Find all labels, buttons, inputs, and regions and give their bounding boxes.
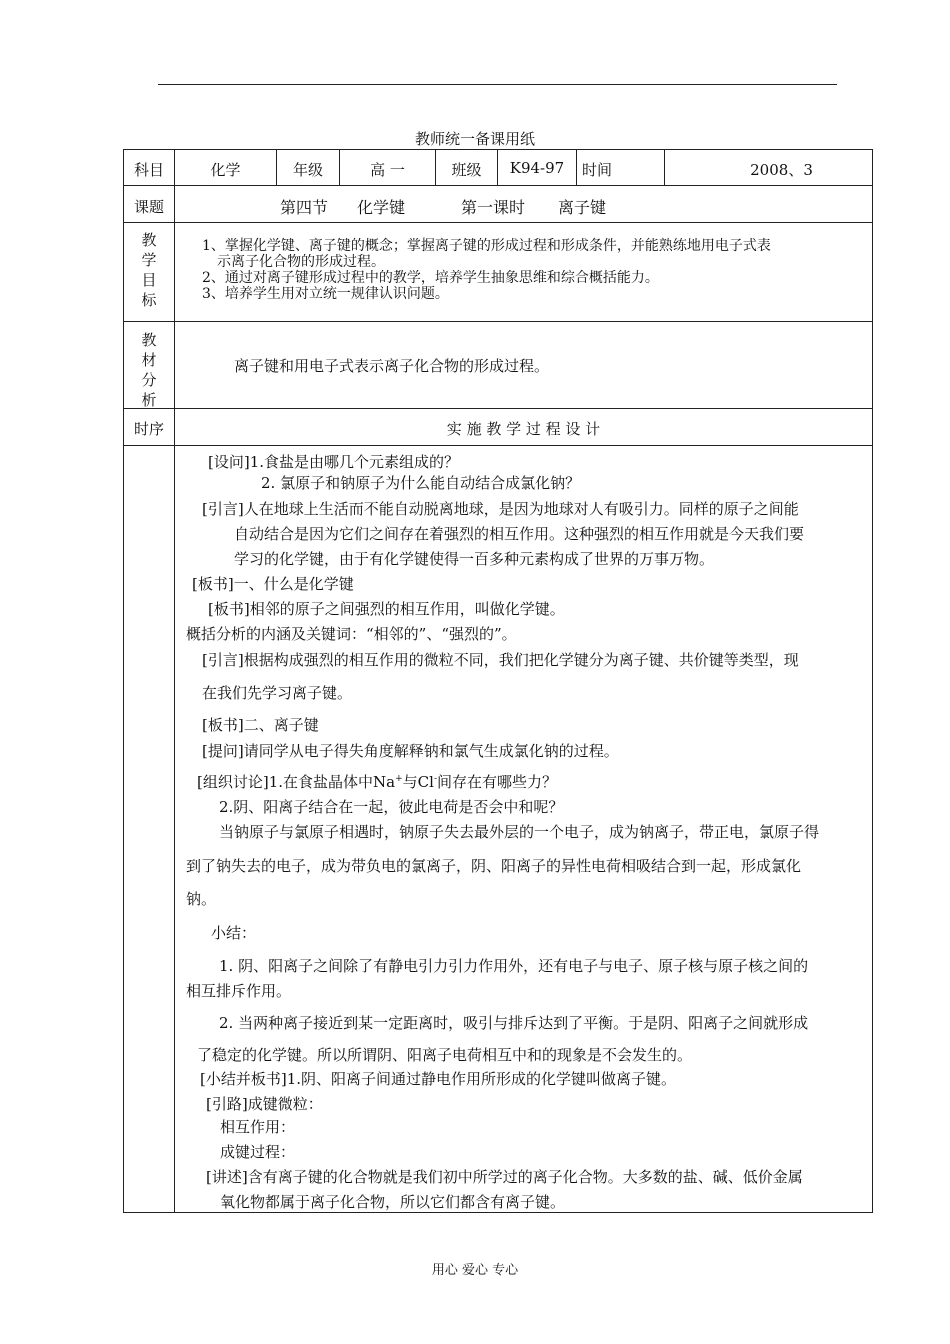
topic-lesson: 第一课时 (461, 198, 526, 217)
discussion-line: [组织讨论]1.在食盐晶体中Na+与Cl-间存在有哪些力？ (197, 773, 558, 791)
process-line: 2. 氯原子和钠原子为什么能自动结合成氯化钠？ (261, 474, 581, 492)
process-line: 概括分析的内涵及关键词：“相邻的”、“强烈的”。 (186, 625, 517, 643)
process-line: [板书]二、离子键 (202, 716, 319, 734)
topic-label: 课题 (133, 198, 164, 216)
analysis-label: 教 材 分 析 (141, 331, 157, 409)
process-line: 钠。 (186, 890, 217, 908)
analysis-text: 离子键和用电子式表示离子化合物的形成过程。 (234, 357, 550, 375)
class-label: 班级 (451, 161, 482, 179)
header-rule (158, 84, 837, 85)
subject-value: 化学 (210, 161, 241, 179)
topic-section: 第四节 (280, 198, 329, 217)
grade-label: 年级 (292, 161, 323, 179)
subject-label: 科目 (133, 161, 164, 179)
process-line: 到了钠失去的电子，成为带负电的氯离子，阴、阳离子的异性电荷相吸结合到一起，形成氯化 (186, 857, 802, 875)
process-line: [讲述]含有离子键的化合物就是我们初中所学过的离子化合物。大多数的盐、碱、低价金属 (206, 1168, 803, 1186)
goal-item: 示离子化合物的形成过程。 (217, 254, 385, 270)
time-label: 时间 (581, 161, 612, 179)
process-line: [引言]根据构成强烈的相互作用的微粒不同，我们把化学键分为离子键、共价键等类型，现 (202, 651, 799, 669)
goals-label: 教 学 目 标 (141, 231, 157, 309)
process-line: 成键过程： (220, 1143, 296, 1161)
process-line: [引路]成键微粒： (206, 1095, 323, 1113)
goal-item: 3、培养学生用对立统一规律认识问题。 (202, 286, 449, 302)
process-line: 相互排斥作用。 (186, 982, 292, 1000)
topic-lesson-name: 离子键 (558, 198, 607, 217)
process-line: 在我们先学习离子键。 (202, 684, 353, 702)
sequence-label: 时序 (133, 420, 164, 438)
time-value: 2008、3 (750, 161, 813, 179)
row-divider (124, 445, 872, 446)
row-divider (124, 408, 872, 409)
topic-name: 化学键 (357, 198, 406, 217)
class-value: K94-97 (509, 159, 565, 177)
process-line: [小结并板书]1.阴、阳离子间通过静电作用所形成的化学键叫做离子键。 (200, 1070, 677, 1088)
process-line: [板书]一、什么是化学键 (192, 575, 354, 593)
process-line: [提问]请同学从电子得失角度解释钠和氯气生成氯化钠的过程。 (202, 742, 619, 760)
process-line: 2. 当两种离子接近到某一定距离时，吸引与排斥达到了平衡。于是阴、阳离子之间就形成 (219, 1014, 809, 1032)
process-line: 2.阴、阳离子结合在一起，彼此电荷是否会中和呢？ (219, 798, 564, 816)
process-line: [板书]相邻的原子之间强烈的相互作用，叫做化学键。 (208, 600, 565, 618)
process-line: 氧化物都属于离子化合物，所以它们都含有离子键。 (220, 1193, 566, 1211)
form-title: 教师统一备课用纸 (414, 130, 535, 148)
process-line: [引言]人在地球上生活而不能自动脱离地球，是因为地球对人有吸引力。同样的原子之间能 (202, 500, 799, 518)
process-line: 小结： (211, 924, 257, 942)
process-line: 自动结合是因为它们之间存在着强烈的相互作用。这种强烈的相互作用就是今天我们要 (234, 525, 805, 543)
process-line: 了稳定的化学键。所以所谓阴、阳离子电荷相互中和的现象是不会发生的。 (197, 1046, 693, 1064)
process-line: 1. 阴、阳离子之间除了有静电引力引力作用外，还有电子与电子、原子核与原子核之间的 (219, 957, 809, 975)
process-line: [设问]1.食盐是由哪几个元素组成的？ (208, 453, 460, 471)
process-line: 相互作用： (220, 1118, 296, 1136)
row-divider (124, 321, 872, 322)
row-divider (124, 185, 872, 186)
sequence-heading: 实 施 教 学 过 程 设 计 (446, 420, 601, 438)
goal-item: 2、通过对离子键形成过程中的教学，培养学生抽象思维和综合概括能力。 (202, 270, 659, 286)
row-divider (124, 222, 872, 223)
goal-item: 1、掌握化学键、离子键的概念；掌握离子键的形成过程和形成条件，并能熟练地用电子式表 (202, 238, 771, 254)
lesson-plan-table (123, 149, 873, 1213)
grade-value: 高 一 (370, 161, 405, 179)
process-line: 学习的化学键，由于有化学键使得一百多种元素构成了世界的万事万物。 (234, 550, 715, 568)
page-footer: 用心 爱心 专心 (431, 1263, 519, 1278)
label-column-divider (174, 150, 175, 1213)
process-line: 当钠原子与氯原子相遇时，钠原子失去最外层的一个电子，成为钠离子，带正电，氯原子得 (219, 823, 820, 841)
